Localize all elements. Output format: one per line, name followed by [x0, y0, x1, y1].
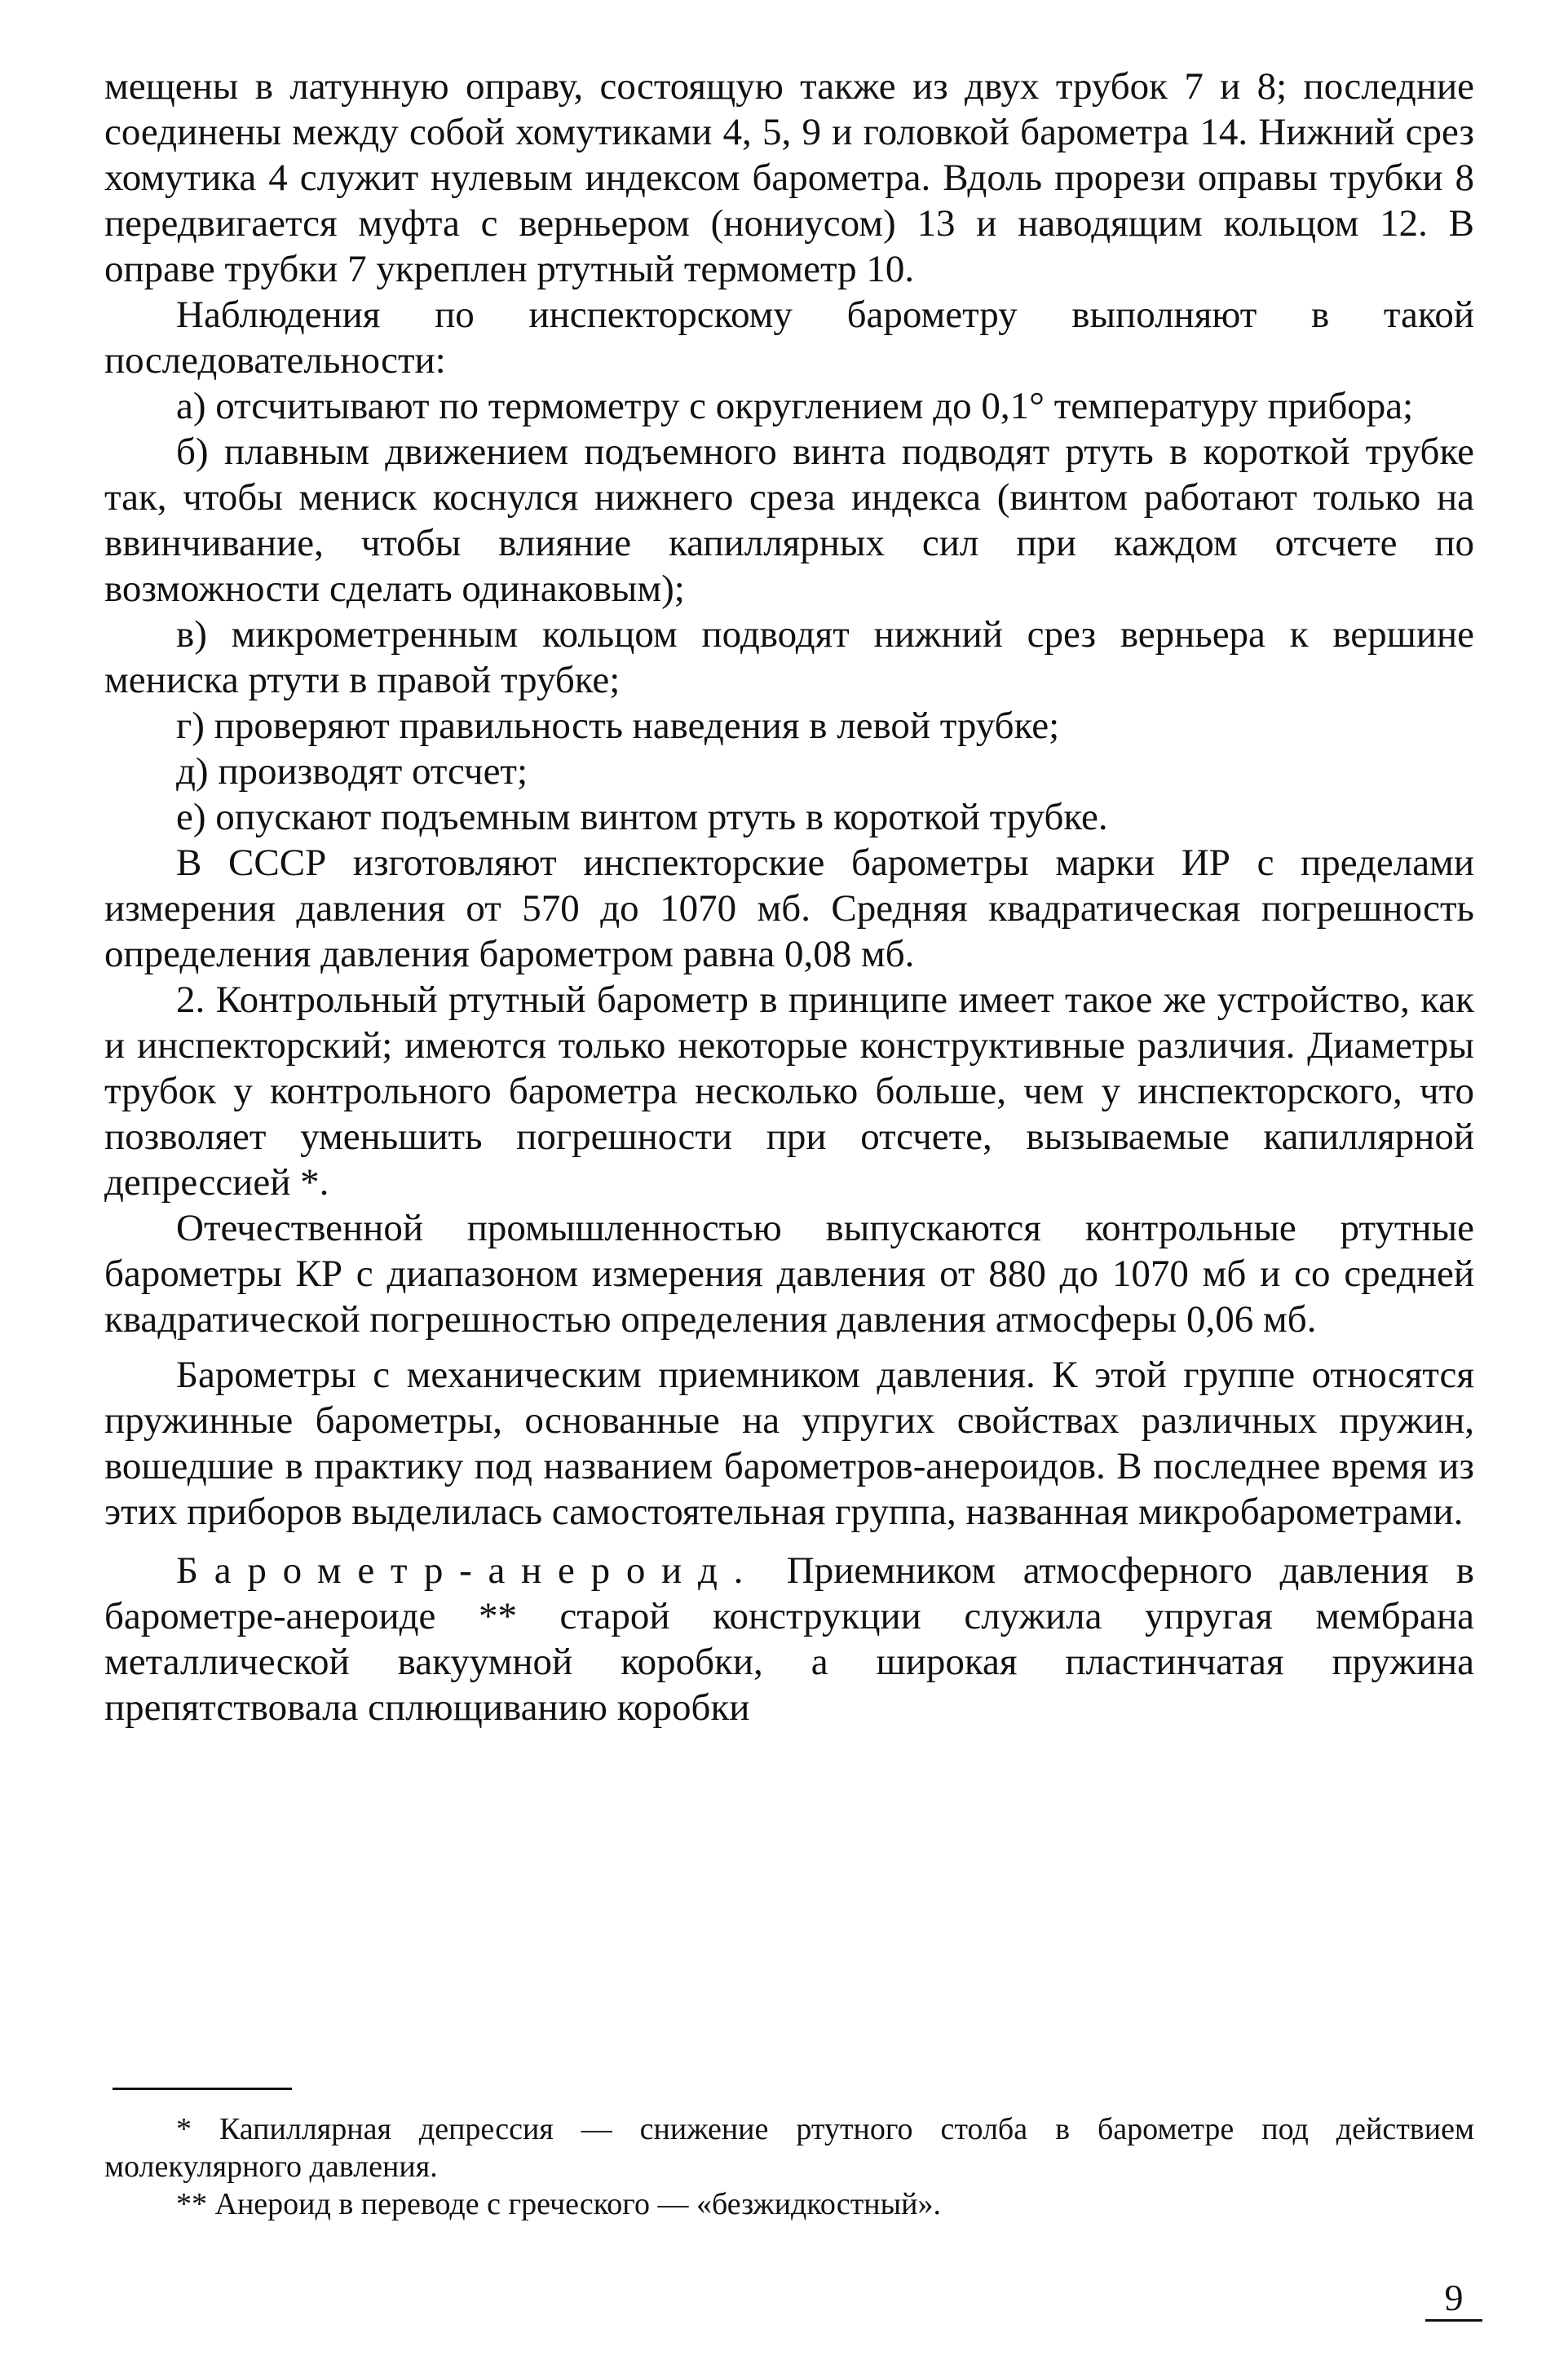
footnote-divider — [113, 2088, 292, 2090]
paragraph-observation-order: Наблюдения по инспекторскому барометру выполняют в такой последовательности: — [104, 294, 1474, 382]
paragraph-ir-barometers: В СССР изготовляют инспекторские барометры марки ИР с пределами измерения давления от 570 до 1070 мб. Средняя квадратическая погрешность определения давления барометром равна 0,08 мб. — [104, 842, 1474, 975]
aneroid-heading: Барометр-анероид. — [176, 1549, 760, 1592]
list-item-b: б) плавным движением подъемного винта подводят ртуть в короткой трубке так, чтобы мениск коснулся нижнего среза индекса (винтом работают только на ввинчивание, чтобы влияние капиллярных сил при каждом отсчете по возможности сделать одинаковым); — [104, 431, 1474, 610]
paragraph-mechanical-barometers: Барометры с механическим приемником давления. К этой группе относятся пружинные барометры, основанные на упругих свойствах различных пружин, вошедшие в практику под названием барометров-анероидов. В последнее время из этих приборов выделилась самостоятельная группа, названная микробарометрами. — [104, 1354, 1474, 1533]
footnotes — [104, 2110, 1474, 2223]
paragraph-aneroid — [104, 1548, 1474, 1730]
list-item-a: а) отсчитывают по термометру с округлением до 0,1° температуру прибора; — [176, 385, 1414, 427]
list-item-v: в) микрометренным кольцом подводят нижний срез верньера к вершине мениска ртути в правой трубке; — [104, 613, 1474, 701]
page-number: 9 — [1425, 2277, 1482, 2322]
footnote-2: ** Анероид в переводе с греческого — «безжидкостный». — [176, 2187, 942, 2221]
paragraph-control-barometer: 2. Контрольный ртутный барометр в принципе имеет такое же устройство, как и инспекторский; имеются только некоторые конструктивные различия. Диаметры трубок у контрольного барометра несколько больше, чем у инспекторского, что позволяет уменьшить погрешности при отсчете, вызываемые капиллярной депрессией *. — [104, 979, 1474, 1204]
footnote-1: * Капиллярная депрессия — снижение ртутного столба в барометре под действием молекулярного давления. — [104, 2112, 1474, 2184]
main-text — [104, 64, 1474, 1730]
list-item-e: е) опускают подъемным винтом ртуть в короткой трубке. — [176, 796, 1108, 838]
paragraph-continuation: мещены в латунную оправу, состоящую также из двух трубок 7 и 8; последние соединены между собой хомутиками 4, 5, 9 и головкой барометра 14. Нижний срез хомутика 4 служит нулевым индексом барометра. Вдоль прорези оправы трубки 8 передвигается муфта с верньером (нониусом) 13 и наводящим кольцом 12. В оправе трубки 7 укреплен ртутный термометр 10. — [104, 65, 1474, 290]
paragraph-kr-barometers: Отечественной промышленностью выпускаются контрольные ртутные барометры КР с диапазоном измерения давления от 880 до 1070 мб и со средней квадратической погрешностью определения давления атмосферы 0,06 мб. — [104, 1207, 1474, 1341]
list-item-g: г) проверяют правильность наведения в левой трубке; — [176, 705, 1060, 747]
list-item-d: д) производят отсчет; — [176, 750, 528, 793]
aneroid-body: Приемником атмосферного давления в барометре-анероиде ** старой конструкции служила упругая мембрана металлической вакуумной коробки, а широкая пластинчатая пружина препятствовала сплющиванию коробки — [104, 1549, 1474, 1729]
